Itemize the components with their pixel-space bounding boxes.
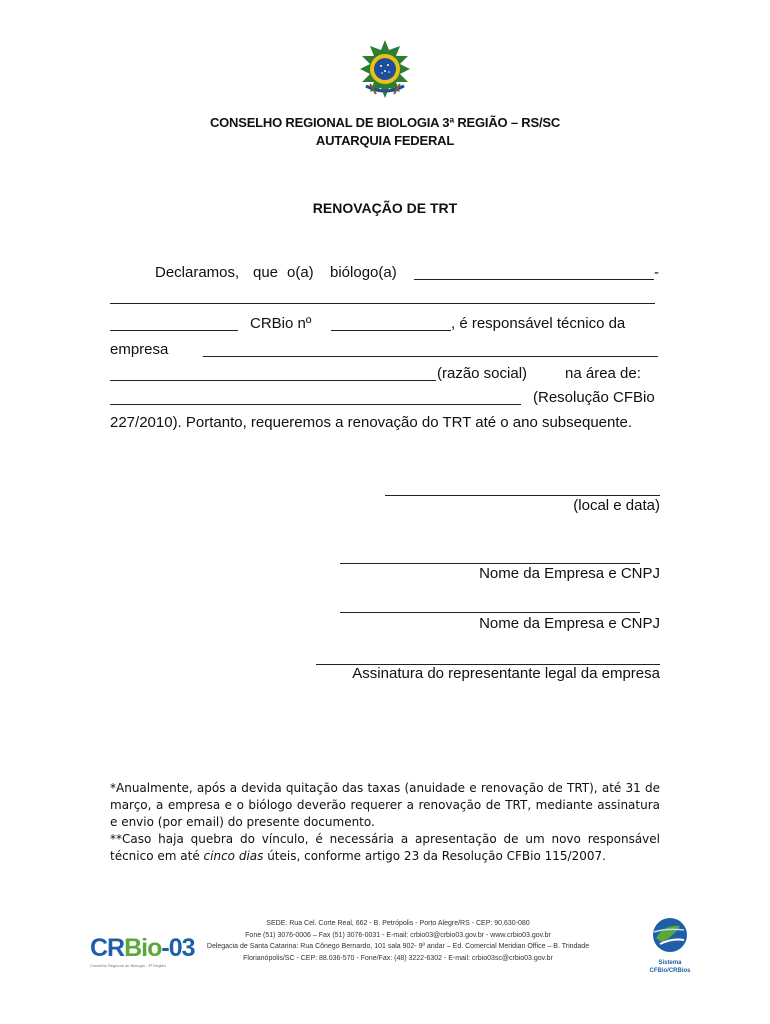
responsavel-label: , é responsável técnico da	[451, 315, 626, 332]
empresa-label: empresa	[110, 341, 169, 358]
area-field[interactable]	[110, 391, 521, 405]
footer-line-1: SEDE: Rua Cel. Corte Real, 662 - B. Petrópolis - Porto Alegre/RS - CEP: 90.630-080	[266, 920, 530, 927]
empresa-cnpj-label-2: Nome da Empresa e CNPJ	[479, 615, 660, 632]
sistema-line-1: Sistema	[658, 960, 682, 966]
empresa-cnpj-field-1[interactable]	[340, 550, 640, 564]
sistema-cfbio-logo	[640, 916, 700, 974]
sistema-line-2: CFBio/CRBios	[649, 968, 691, 974]
document-title: RENOVAÇÃO DE TRT	[312, 200, 458, 216]
footer-address	[168, 918, 628, 964]
biologo-name-field[interactable]	[414, 266, 654, 280]
note-vinculo	[110, 831, 660, 865]
crbio-logo-num: -03	[161, 934, 195, 962]
dash-label: -	[654, 264, 659, 281]
brazil-coat-of-arms-icon	[352, 36, 418, 102]
biologo-label: biólogo(a)	[330, 264, 397, 281]
council-subtitle: AUTARQUIA FEDERAL	[315, 133, 455, 148]
footnotes	[110, 780, 660, 865]
closing-sentence: 227/2010). Portanto, requeremos a renovação do TRT até o ano subsequente.	[110, 414, 633, 431]
razao-label: (razão social)	[437, 365, 528, 382]
crbio-logo-bio: Bio	[124, 934, 162, 962]
resolucao-label: (Resolução CFBio	[533, 389, 655, 406]
empresa-cnpj-label-1: Nome da Empresa e CNPJ	[479, 565, 660, 582]
footer-line-3: Delegacia de Santa Catarina: Rua Cônego Bernardo, 101 sala 902- 9º andar – Ed. Comercial Meridian Office – B. Trindade	[206, 943, 590, 950]
name-end-field[interactable]	[110, 317, 238, 331]
na-area-label: na área de:	[565, 365, 641, 382]
empresa-cnpj-field-2[interactable]	[340, 599, 640, 613]
oa-label: o(a)	[287, 264, 314, 281]
declaramos-label: Declaramos,	[155, 264, 240, 281]
footer-line-4: Florianópolis/SC - CEP: 88.036-570 - Fone/Fax: (48) 3222-6302 - E-mail: crbio03sc@crbio03.gov.br	[243, 954, 553, 962]
crbio-logo-cr: CR	[90, 934, 125, 962]
globe-leaf-icon	[640, 916, 700, 954]
biologo-name-continued-field[interactable]	[110, 290, 655, 304]
local-data-field[interactable]	[385, 482, 660, 496]
footer-line-2: Fone (51) 3076-0006 – Fax (51) 3076-0031 - E-mail: crbio03@crbio03.gov.br - www.crbio03.gov.br	[245, 931, 551, 939]
note2-post: úteis, conforme artigo 23 da Resolução CFBio 115/2007.	[263, 849, 606, 863]
local-data-label: (local e data)	[573, 497, 660, 514]
crbio-logo-tagline: Conselho Regional de Biologia - 3ª Região	[90, 963, 166, 968]
crbio-03-logo	[90, 934, 195, 978]
razao-social-field[interactable]	[110, 367, 436, 381]
note2-em: cinco dias	[203, 849, 264, 863]
que-label: que	[253, 264, 279, 281]
empresa-field[interactable]	[203, 343, 658, 357]
assinatura-label: Assinatura do representante legal da empresa	[352, 665, 660, 682]
crbio-number-field[interactable]	[331, 317, 451, 331]
assinatura-field[interactable]	[316, 651, 660, 665]
crbio-label: CRBio nº	[250, 315, 312, 332]
note-annual-renewal: *Anualmente, após a devida quitação das taxas (anuidade e renovação de TRT), até 31 de março, a empresa e o biólogo deverão requerer a renovação de TRT, mediante assinatura e envio (por email) do presente documento.	[110, 781, 660, 829]
note2-pre: **Caso haja quebra do vínculo, é necessária a apresentação de um novo responsável técnico em até	[110, 832, 660, 863]
council-name: CONSELHO REGIONAL DE BIOLOGIA 3ª REGIÃO – RS/SC	[209, 115, 561, 130]
